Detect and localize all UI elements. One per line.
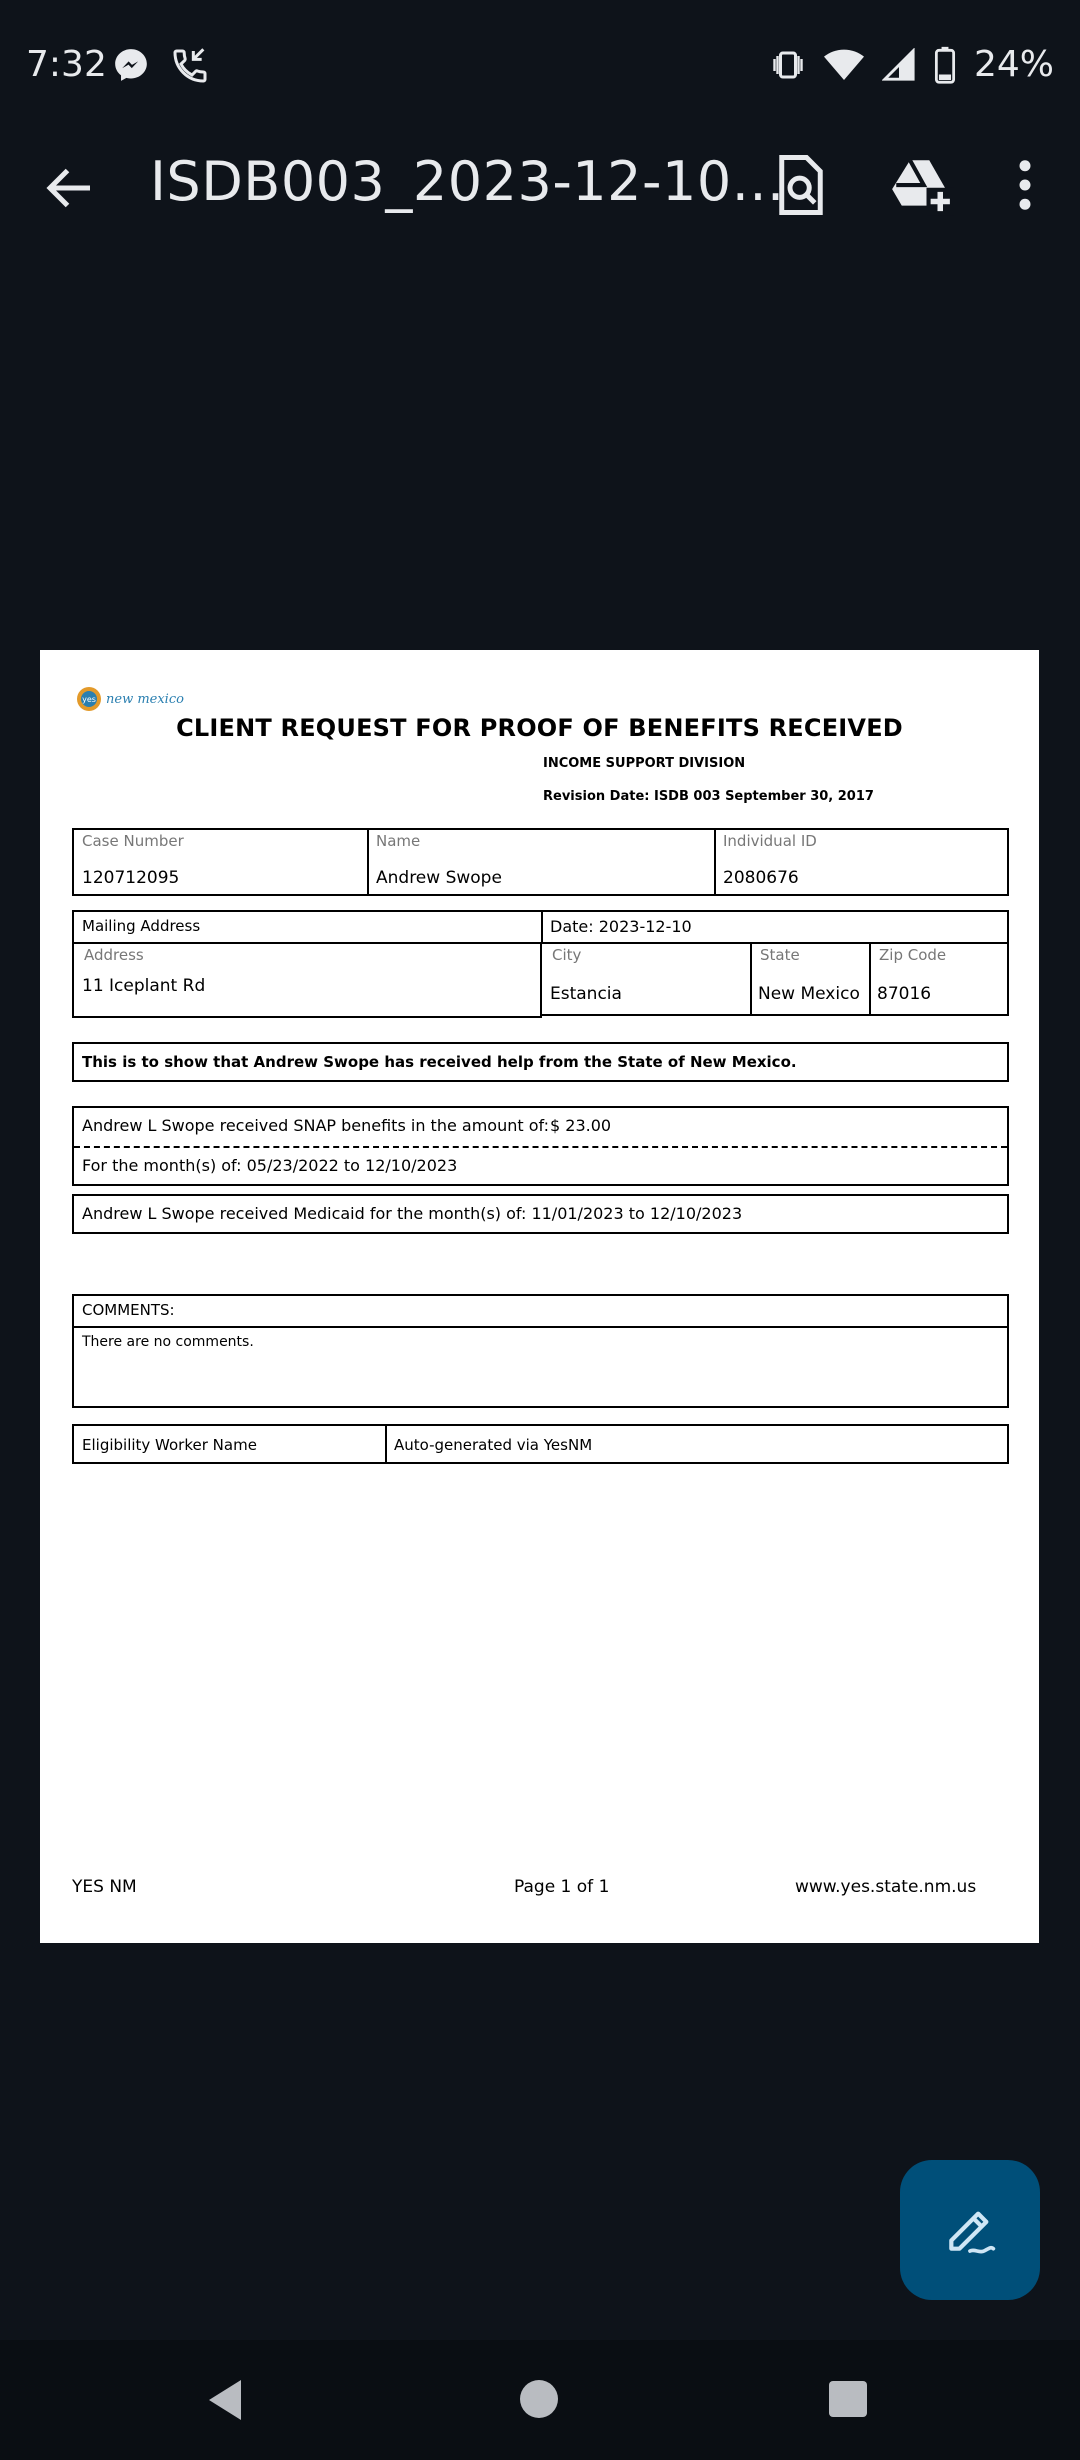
- mailing-header-box: [72, 910, 1009, 944]
- city-state-zip-box: [540, 942, 1009, 1016]
- logo-text: new mexico: [106, 691, 184, 707]
- logo-badge-text: yes: [82, 695, 96, 704]
- yes-logo-badge: [76, 686, 102, 712]
- comments-label: COMMENTS:: [82, 1301, 175, 1319]
- system-nav-bar: [0, 2340, 1080, 2460]
- worker-value: Auto-generated via YesNM: [394, 1436, 593, 1454]
- medicaid-statement: Andrew L Swope received Medicaid for the month(s) of: 11/01/2023 to 12/10/2023: [82, 1204, 743, 1223]
- city-label: City: [552, 946, 582, 964]
- date-value: Date: 2023-12-10: [550, 917, 692, 936]
- medicaid-box: [72, 1194, 1009, 1234]
- find-in-document-icon[interactable]: [768, 152, 834, 218]
- case-info-box: [72, 828, 1009, 896]
- status-bar: [0, 0, 1080, 130]
- status-time: 7:32: [26, 44, 107, 85]
- battery-level: 24%: [973, 44, 1054, 85]
- document-title: ISDB003_2023-12-10...: [150, 150, 785, 213]
- page-number: Page 1 of 1: [514, 1877, 610, 1897]
- footer-left: YES NM: [72, 1877, 137, 1897]
- case-number-label: Case Number: [82, 832, 184, 850]
- comments-header-box: [72, 1294, 1009, 1328]
- zip-value: 87016: [877, 984, 932, 1004]
- case-number-value: 120712095: [82, 868, 180, 888]
- city-value: Estancia: [550, 984, 622, 1004]
- state-value: New Mexico: [758, 984, 860, 1004]
- edit-pen-icon: [942, 2202, 998, 2258]
- edit-fab-button[interactable]: [900, 2160, 1040, 2300]
- name-value: Andrew Swope: [376, 868, 502, 888]
- signal-icon: [882, 48, 916, 82]
- zip-label: Zip Code: [879, 946, 947, 964]
- vibrate-icon: [770, 47, 806, 83]
- form-title: CLIENT REQUEST FOR PROOF OF BENEFITS RECEIVED: [176, 714, 903, 742]
- pdf-page[interactable]: [40, 650, 1039, 1943]
- messenger-icon: [112, 46, 150, 84]
- yes-nm-logo: [76, 686, 184, 712]
- battery-icon: [934, 46, 956, 84]
- footer-url: www.yes.state.nm.us: [795, 1877, 977, 1897]
- phone-call-icon: [170, 46, 210, 86]
- snap-amount: $ 23.00: [550, 1116, 612, 1135]
- comments-box: [72, 1326, 1009, 1408]
- nav-home-icon[interactable]: [520, 2380, 558, 2418]
- worker-label: Eligibility Worker Name: [82, 1436, 257, 1454]
- back-arrow-icon[interactable]: [40, 158, 100, 218]
- nav-back-icon[interactable]: [205, 2378, 245, 2422]
- nav-recents-icon[interactable]: [829, 2381, 867, 2417]
- division-label: INCOME SUPPORT DIVISION: [543, 756, 746, 771]
- name-label: Name: [376, 832, 421, 850]
- more-options-icon[interactable]: [992, 152, 1058, 218]
- address-value: 11 Iceplant Rd: [82, 976, 206, 996]
- help-statement: This is to show that Andrew Swope has received help from the State of New Mexico.: [82, 1053, 797, 1071]
- help-statement-box: [72, 1042, 1009, 1082]
- individual-id-value: 2080676: [723, 868, 799, 888]
- snap-months: For the month(s) of: 05/23/2022 to 12/10/2023: [82, 1156, 458, 1175]
- address-label: Address: [84, 946, 144, 964]
- snap-statement: Andrew L Swope received SNAP benefits in the amount of:: [82, 1116, 549, 1135]
- save-to-drive-icon[interactable]: [888, 152, 954, 218]
- revision-date: Revision Date: ISDB 003 September 30, 2017: [543, 789, 874, 804]
- snap-benefits-box: [72, 1106, 1009, 1186]
- app-bar: [0, 130, 1080, 240]
- address-box: [72, 942, 542, 1018]
- state-label: State: [760, 946, 800, 964]
- wifi-icon: [824, 47, 864, 83]
- worker-box: [72, 1424, 1009, 1464]
- mailing-address-label: Mailing Address: [82, 917, 201, 935]
- individual-id-label: Individual ID: [723, 832, 817, 850]
- comments-value: There are no comments.: [82, 1334, 254, 1350]
